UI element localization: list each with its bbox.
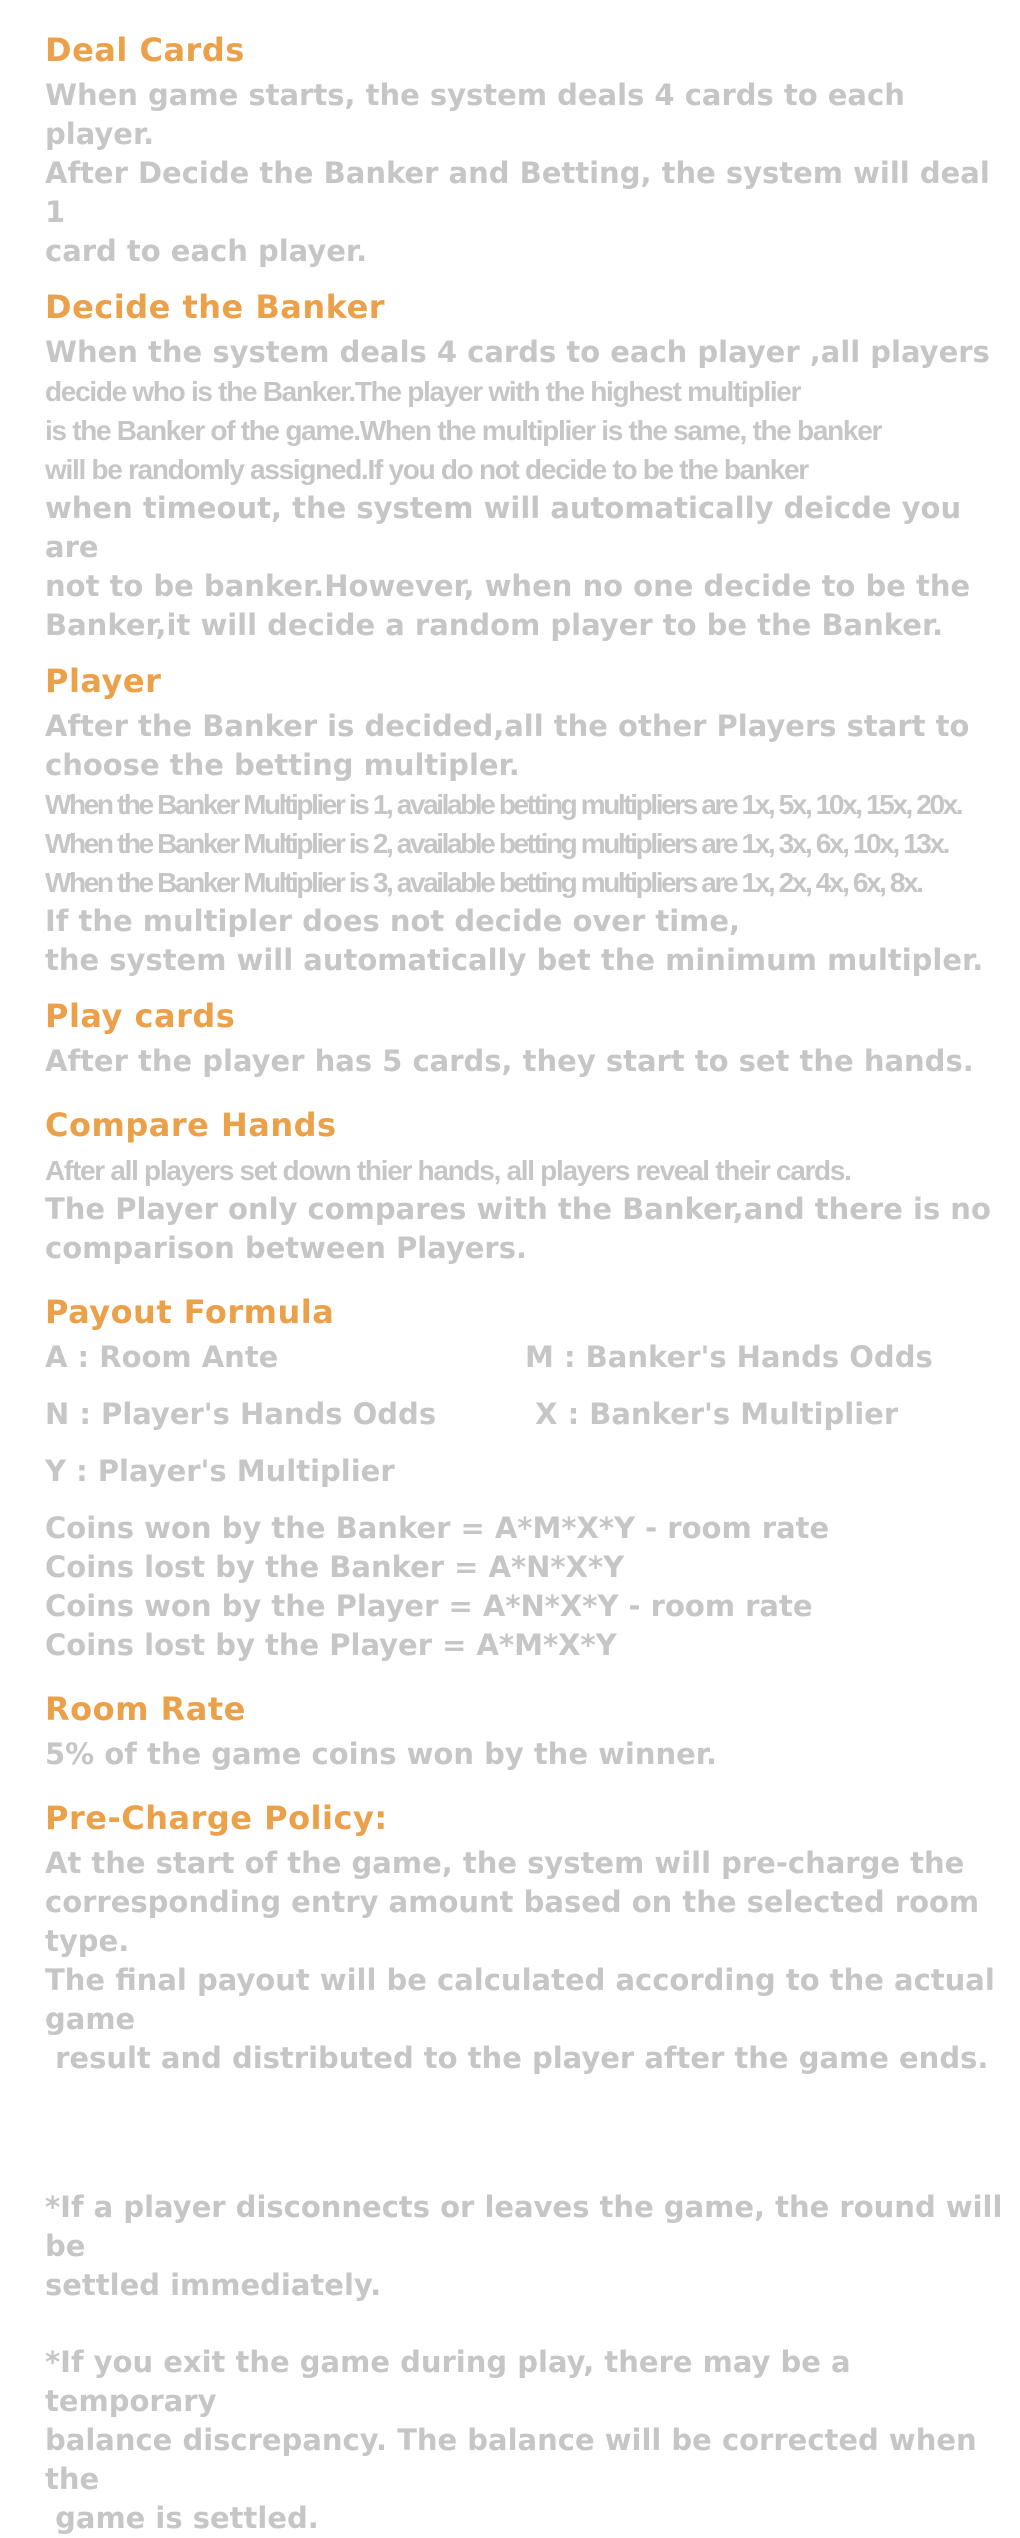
note-line: *If a player disconnects or leaves the game, the round will be: [45, 2190, 1013, 2263]
paragraph-line: 5% of the game coins won by the winner.: [45, 1737, 717, 1771]
variable-m: M : Banker's Hands Odds: [525, 1340, 933, 1374]
section-title: Pre-Charge Policy:: [45, 1799, 388, 1837]
paragraph-line: When the system deals 4 cards to each player ,all players: [45, 335, 990, 369]
formula-line: Coins lost by the Banker = A*N*X*Y: [45, 1550, 625, 1584]
paragraph-line: The Player only compares with the Banker,and there is no: [45, 1192, 991, 1226]
section-player: [45, 659, 1015, 980]
section-decide-banker: [45, 285, 1015, 645]
section-title: Play cards: [45, 997, 236, 1035]
paragraph-line: The final payout will be calculated according to the actual game: [45, 1963, 1005, 2036]
note-line: settled immediately.: [45, 2268, 382, 2302]
payout-variables: [45, 1338, 1015, 1491]
paragraph-line: when timeout, the system will automatically deicde you are: [45, 491, 972, 564]
section-title: Payout Formula: [45, 1293, 335, 1331]
section-title: Compare Hands: [45, 1106, 337, 1144]
paragraph-line: not to be banker.However, when no one decide to be the: [45, 569, 971, 603]
variable-n: N : Player's Hands Odds: [45, 1397, 437, 1431]
variable-a: A : Room Ante: [45, 1340, 279, 1374]
note-line: balance discrepancy. The balance will be corrected when the: [45, 2423, 987, 2496]
multiplier-line: When the Banker Multiplier is 2, available betting multipliers are 1x, 3x, 6x, 10x, 13x.: [45, 828, 949, 859]
paragraph-line: After the player has 5 cards, they start to set the hands.: [45, 1044, 974, 1078]
variable-x: X : Banker's Multiplier: [525, 1397, 899, 1431]
section-deal-cards: [45, 28, 1015, 271]
paragraph-line: result and distributed to the player after the game ends.: [45, 2041, 989, 2075]
section-title: Room Rate: [45, 1690, 246, 1728]
section-title: Player: [45, 662, 162, 700]
note-line: game is settled.: [45, 2501, 319, 2535]
variable-y: Y : Player's Multiplier: [45, 1454, 395, 1488]
formula-line: Coins won by the Banker = A*M*X*Y - room rate: [45, 1511, 830, 1545]
paragraph-line: choose the betting multipler.: [45, 748, 520, 782]
section-play-cards: [45, 994, 1015, 1081]
note-exit-game: [45, 2343, 1015, 2538]
paragraph-line: is the Banker of the game.When the multiplier is the same, the banker: [45, 415, 882, 446]
paragraph-line: card to each player.: [45, 234, 368, 268]
section-pre-charge-policy: [45, 1796, 1015, 2078]
section-title: Deal Cards: [45, 31, 245, 69]
formula-line: Coins won by the Player = A*N*X*Y - room rate: [45, 1589, 813, 1623]
paragraph-line: decide who is the Banker.The player with the highest multiplier: [45, 376, 801, 407]
section-title: Decide the Banker: [45, 288, 386, 326]
paragraph-line: When game starts, the system deals 4 cards to each player.: [45, 78, 915, 151]
section-room-rate: [45, 1687, 1015, 1774]
paragraph-line: will be randomly assigned.If you do not decide to be the banker: [45, 454, 808, 485]
section-compare-hands: [45, 1103, 1015, 1268]
paragraph-line: corresponding entry amount based on the selected room type.: [45, 1885, 990, 1958]
paragraph-line: the system will automatically bet the minimum multipler.: [45, 943, 984, 977]
formula-line: Coins lost by the Player = A*M*X*Y: [45, 1628, 617, 1662]
multiplier-line: When the Banker Multiplier is 1, available betting multipliers are 1x, 5x, 10x, 15x, 20x.: [45, 789, 962, 820]
paragraph-line: After the Banker is decided,all the other Players start to: [45, 709, 970, 743]
section-payout-formula: [45, 1290, 1015, 1665]
paragraph-line: Banker,it will decide a random player to be the Banker.: [45, 608, 944, 642]
paragraph-line: After all players set down thier hands, all players reveal their cards.: [45, 1155, 851, 1186]
rules-page: [45, 28, 1015, 2538]
note-line: *If you exit the game during play, there may be a temporary: [45, 2345, 861, 2418]
paragraph-line: After Decide the Banker and Betting, the system will deal 1: [45, 156, 1000, 229]
paragraph-line: comparison between Players.: [45, 1231, 528, 1265]
paragraph-line: If the multipler does not decide over time,: [45, 904, 741, 938]
note-disconnect: [45, 2188, 1015, 2305]
multiplier-line: When the Banker Multiplier is 3, available betting multipliers are 1x, 2x, 4x, 6x, 8x.: [45, 867, 922, 898]
paragraph-line: At the start of the game, the system will pre-charge the: [45, 1846, 965, 1880]
